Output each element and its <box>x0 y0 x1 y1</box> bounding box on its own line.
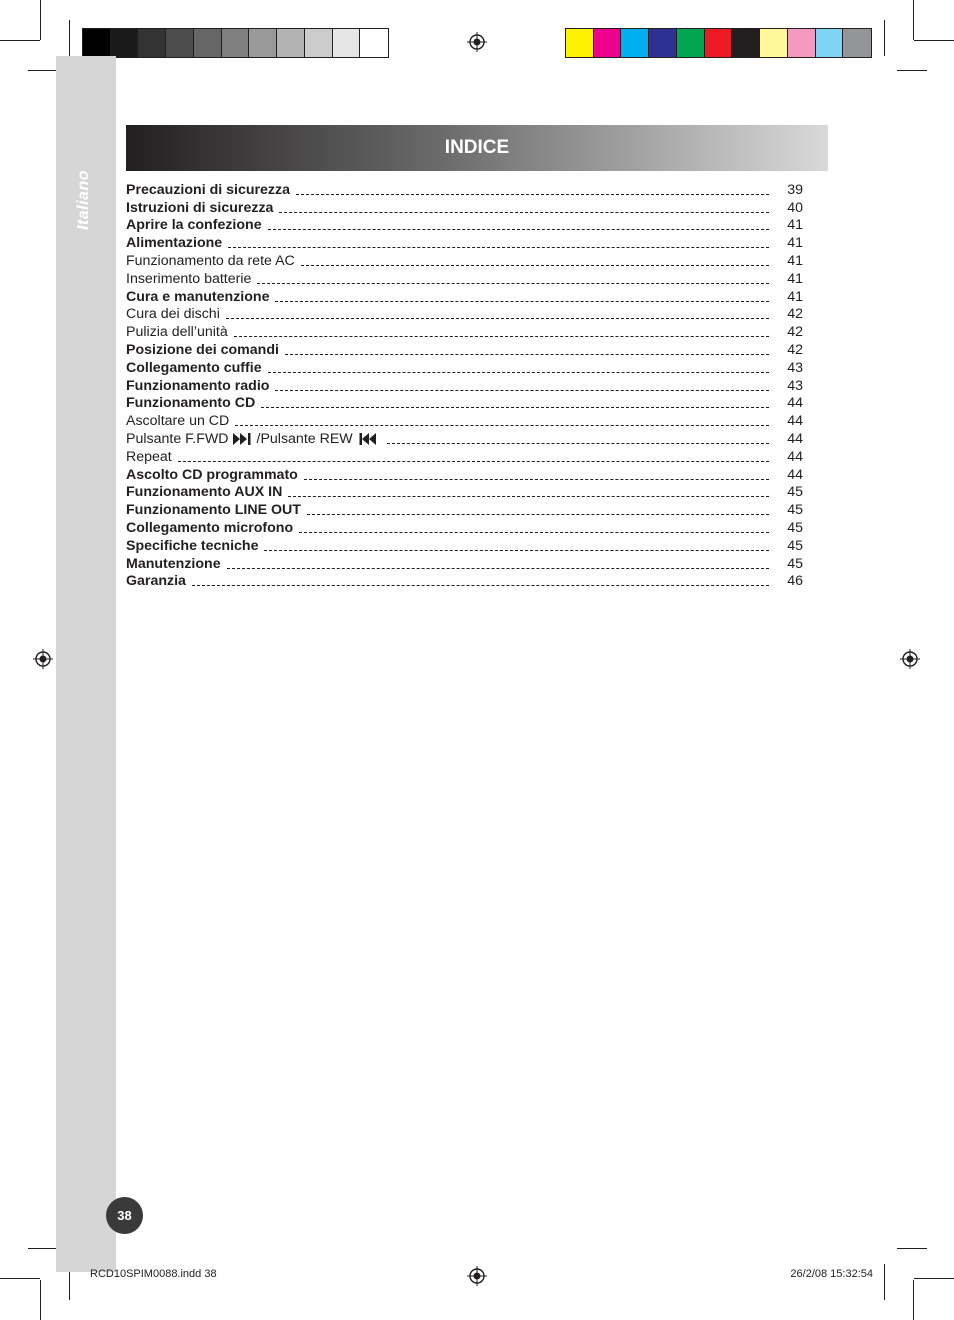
color-swatch <box>333 29 361 57</box>
crop-mark <box>897 1248 927 1249</box>
dotted-leader <box>228 247 769 248</box>
color-swatch <box>788 29 816 57</box>
toc-entry-label: Funzionamento AUX IN <box>126 484 283 501</box>
toc-row[interactable] <box>126 377 803 395</box>
crop-mark <box>914 1278 954 1279</box>
toc-entry-label: Aprire la confezione <box>126 217 262 234</box>
color-swatch <box>677 29 705 57</box>
toc-page-number: 41 <box>787 270 803 287</box>
footer-timestamp: 26/2/08 15:32:54 <box>790 1268 873 1280</box>
toc-row[interactable] <box>126 252 803 270</box>
dotted-leader <box>268 229 769 230</box>
toc-page-number: 42 <box>787 306 803 323</box>
toc-page-number: 44 <box>787 395 803 412</box>
toc-row[interactable] <box>126 234 803 252</box>
toc-entry-label: Repeat <box>126 448 172 465</box>
dotted-leader <box>268 372 769 373</box>
dotted-leader <box>235 425 769 426</box>
toc-page-number: 43 <box>787 359 803 376</box>
dotted-leader <box>285 354 769 355</box>
language-label: Italiano <box>75 169 92 230</box>
color-swatch <box>816 29 844 57</box>
fast-forward-icon <box>233 433 253 445</box>
registration-mark-icon <box>467 32 487 52</box>
toc-row[interactable] <box>126 359 803 377</box>
crop-mark <box>28 70 56 71</box>
dotted-leader <box>234 336 769 337</box>
toc-page-number: 45 <box>787 484 803 501</box>
toc-row[interactable] <box>126 484 803 502</box>
toc-entry-label: Cura e manutenzione <box>126 288 270 305</box>
color-swatch <box>222 29 250 57</box>
toc-page-number: 39 <box>787 181 803 198</box>
toc-entry-label: Pulizia dell’unità <box>126 324 228 341</box>
toc-entry-label: Funzionamento CD <box>126 395 256 412</box>
toc-page-number: 41 <box>787 252 803 269</box>
color-swatch <box>649 29 677 57</box>
toc-entry-label-part: /Pulsante REW <box>256 430 353 447</box>
color-swatch <box>843 29 871 57</box>
dotted-leader <box>226 318 769 319</box>
toc-page-number: 44 <box>787 448 803 465</box>
crop-mark <box>40 1280 41 1320</box>
toc-page-number: 40 <box>787 199 803 216</box>
color-swatch <box>594 29 622 57</box>
dotted-leader <box>275 390 769 391</box>
registration-mark-icon <box>467 1266 487 1286</box>
dotted-leader <box>299 532 769 533</box>
grayscale-color-bar <box>82 28 389 58</box>
color-swatch <box>166 29 194 57</box>
toc-entry-label: Garanzia <box>126 573 186 590</box>
color-swatch <box>83 29 111 57</box>
crop-mark <box>40 0 41 40</box>
color-swatch <box>566 29 594 57</box>
toc-entry-label: Ascoltare un CD <box>126 413 230 430</box>
color-swatch <box>621 29 649 57</box>
toc-row[interactable] <box>126 555 803 573</box>
toc-entry-label: Cura dei dischi <box>126 306 220 323</box>
registration-mark-icon <box>33 649 53 669</box>
color-swatch <box>249 29 277 57</box>
toc-row[interactable] <box>126 395 803 413</box>
dotted-leader <box>301 265 769 266</box>
toc-entry-label: Istruzioni di sicurezza <box>126 199 274 216</box>
side-band <box>56 56 116 1272</box>
toc-entry-label-part: Pulsante F.FWD <box>126 430 229 447</box>
toc-page-number: 44 <box>787 430 803 447</box>
toc-page-number: 42 <box>787 341 803 358</box>
toc-row[interactable] <box>126 181 803 199</box>
toc-page-number: 41 <box>787 217 803 234</box>
dotted-leader <box>178 461 769 462</box>
crop-mark <box>897 70 927 71</box>
toc-page-number: 41 <box>787 288 803 305</box>
crop-mark <box>913 1280 914 1320</box>
toc-row[interactable] <box>126 430 803 448</box>
color-swatch <box>360 29 388 57</box>
page-title: INDICE <box>126 125 828 171</box>
toc-page-number: 45 <box>787 537 803 554</box>
crop-mark <box>69 20 70 56</box>
color-swatch <box>305 29 333 57</box>
toc-page-number: 43 <box>787 377 803 394</box>
toc-entry-label: Funzionamento radio <box>126 377 270 394</box>
toc-entry-label: Ascolto CD programmato <box>126 466 298 483</box>
toc-entry-label: Collegamento cuffie <box>126 359 262 376</box>
toc-entry-label: Inserimento batterie <box>126 270 252 287</box>
toc-entry-label: Funzionamento da rete AC <box>126 252 295 269</box>
toc-page-number: 42 <box>787 324 803 341</box>
page-number-badge: 38 <box>106 1197 143 1234</box>
crop-mark <box>28 1248 56 1249</box>
toc-row[interactable] <box>126 448 803 466</box>
toc-row[interactable] <box>126 199 803 217</box>
toc-entry-label: Manutenzione <box>126 555 221 572</box>
color-swatch <box>194 29 222 57</box>
toc-row[interactable] <box>126 217 803 235</box>
dotted-leader <box>275 301 769 302</box>
crop-mark <box>913 0 914 40</box>
toc-entry-label: Collegamento microfono <box>126 519 294 536</box>
toc-page-number: 46 <box>787 573 803 590</box>
dotted-leader <box>264 550 769 551</box>
toc-row[interactable] <box>126 412 803 430</box>
dotted-leader <box>387 443 769 444</box>
dotted-leader <box>227 568 769 569</box>
toc-row[interactable] <box>126 573 803 591</box>
toc-page-number: 45 <box>787 555 803 572</box>
toc-page-number: 45 <box>787 519 803 536</box>
toc-row[interactable] <box>126 519 803 537</box>
registration-mark-icon <box>900 649 920 669</box>
color-swatch <box>277 29 305 57</box>
toc-row[interactable] <box>126 270 803 288</box>
toc-entry-label: Specifiche tecniche <box>126 537 259 554</box>
toc-page-number: 44 <box>787 413 803 430</box>
toc-entry-label: Precauzioni di sicurezza <box>126 181 291 198</box>
toc-row[interactable] <box>126 306 803 324</box>
toc-entry-label: Posizione dei comandi <box>126 341 279 358</box>
color-swatch <box>732 29 760 57</box>
color-swatch <box>111 29 139 57</box>
toc-entry-label: Funzionamento LINE OUT <box>126 502 301 519</box>
crop-mark <box>0 40 40 41</box>
color-swatch <box>760 29 788 57</box>
dotted-leader <box>192 585 769 586</box>
rewind-icon <box>357 433 377 445</box>
toc-page-number: 44 <box>787 466 803 483</box>
toc-row[interactable] <box>126 341 803 359</box>
dotted-leader <box>307 514 769 515</box>
crop-mark <box>0 1278 40 1279</box>
color-swatch <box>138 29 166 57</box>
toc-entry-label: Alimentazione <box>126 235 223 252</box>
dotted-leader <box>296 194 769 195</box>
dotted-leader <box>288 496 769 497</box>
toc-page-number: 45 <box>787 502 803 519</box>
dotted-leader <box>304 479 769 480</box>
toc-row[interactable] <box>126 466 803 484</box>
toc-row[interactable] <box>126 501 803 519</box>
toc-row[interactable] <box>126 537 803 555</box>
dotted-leader <box>257 283 769 284</box>
dotted-leader <box>279 212 769 213</box>
table-of-contents <box>126 181 803 590</box>
color-swatch <box>705 29 733 57</box>
crop-mark <box>884 1264 885 1300</box>
toc-row[interactable] <box>126 323 803 341</box>
toc-row[interactable] <box>126 288 803 306</box>
toc-entry-label <box>126 431 387 448</box>
crop-mark <box>914 40 954 41</box>
process-color-bar <box>565 28 872 58</box>
toc-page-number: 41 <box>787 235 803 252</box>
crop-mark <box>884 20 885 56</box>
footer-filename: RCD10SPIM0088.indd 38 <box>90 1268 217 1280</box>
dotted-leader <box>261 407 769 408</box>
